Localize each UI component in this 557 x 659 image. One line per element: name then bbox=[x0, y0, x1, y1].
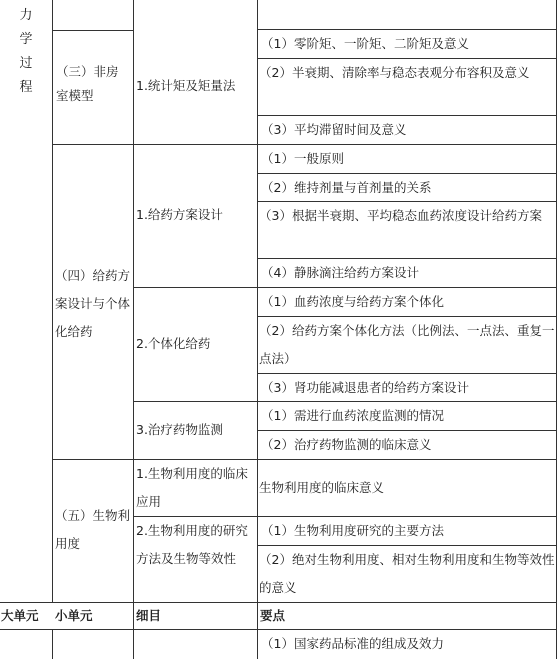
detail-4-1: 1.给药方案设计 bbox=[136, 207, 223, 222]
detail-4-3: 3.治疗药物监测 bbox=[136, 422, 223, 437]
col-divider-1b bbox=[52, 629, 53, 659]
header-detail: 细目 bbox=[136, 608, 162, 623]
point: （2）半衰期、清除率与稳态表观分布容积及意义 bbox=[259, 65, 530, 80]
vertical-char: 力 bbox=[19, 8, 33, 23]
detail-5-1: 1.生物利用度的临床应用 bbox=[136, 466, 248, 509]
col-divider-3 bbox=[257, 0, 258, 659]
point: （4）静脉滴注给药方案设计 bbox=[261, 265, 419, 280]
point: （2）维持剂量与首剂量的关系 bbox=[261, 180, 432, 195]
point: （1）生物利用度研究的主要方法 bbox=[261, 523, 444, 538]
vertical-char: 学 bbox=[19, 32, 33, 47]
header-points: 要点 bbox=[260, 608, 286, 623]
header-minor-unit: 小单元 bbox=[55, 608, 93, 623]
point: （1）国家药品标准的组成及效力 bbox=[261, 636, 444, 651]
major-unit-vertical-label bbox=[18, 4, 34, 100]
point: （1）血药浓度与给药方案个体化 bbox=[261, 294, 444, 309]
point: （1）一般原则 bbox=[261, 151, 344, 166]
vertical-char: 程 bbox=[19, 80, 33, 95]
point: （2）给药方案个体化方法（比例法、一点法、重复一点法） bbox=[259, 323, 555, 366]
detail-5-2: 2.生物利用度的研究方法及生物等效性 bbox=[136, 523, 248, 566]
point: （3）根据半衰期、平均稳态血药浓度设计给药方案 bbox=[259, 208, 542, 223]
point: （1）零阶矩、一阶矩、二阶矩及意义 bbox=[261, 36, 469, 51]
detail-4-2: 2.个体化给药 bbox=[136, 336, 211, 351]
point: （3）肾功能减退患者的给药方案设计 bbox=[261, 380, 469, 395]
point: （2）治疗药物监测的临床意义 bbox=[261, 437, 432, 452]
minor-unit-3: （三）非房室模型 bbox=[56, 64, 119, 103]
row-line bbox=[52, 459, 557, 460]
col-divider-1 bbox=[52, 0, 53, 603]
detail-3-1: 1.统计矩及矩量法 bbox=[136, 78, 236, 93]
header-major-unit: 大单元 bbox=[1, 608, 39, 623]
minor-unit-5: （五）生物利用度 bbox=[55, 508, 131, 551]
point: （3）平均滞留时间及意义 bbox=[261, 122, 407, 137]
col-divider-2 bbox=[133, 0, 134, 659]
vertical-char: 过 bbox=[19, 56, 33, 71]
point: 生物利用度的临床意义 bbox=[259, 480, 385, 495]
row-line bbox=[52, 30, 134, 31]
point: （1）需进行血药浓度监测的情况 bbox=[261, 408, 444, 423]
point: （2）绝对生物利用度、相对生物利用度和生物等效性的意义 bbox=[259, 552, 555, 595]
minor-unit-4: （四）给药方案设计与个体化给药 bbox=[55, 268, 131, 339]
